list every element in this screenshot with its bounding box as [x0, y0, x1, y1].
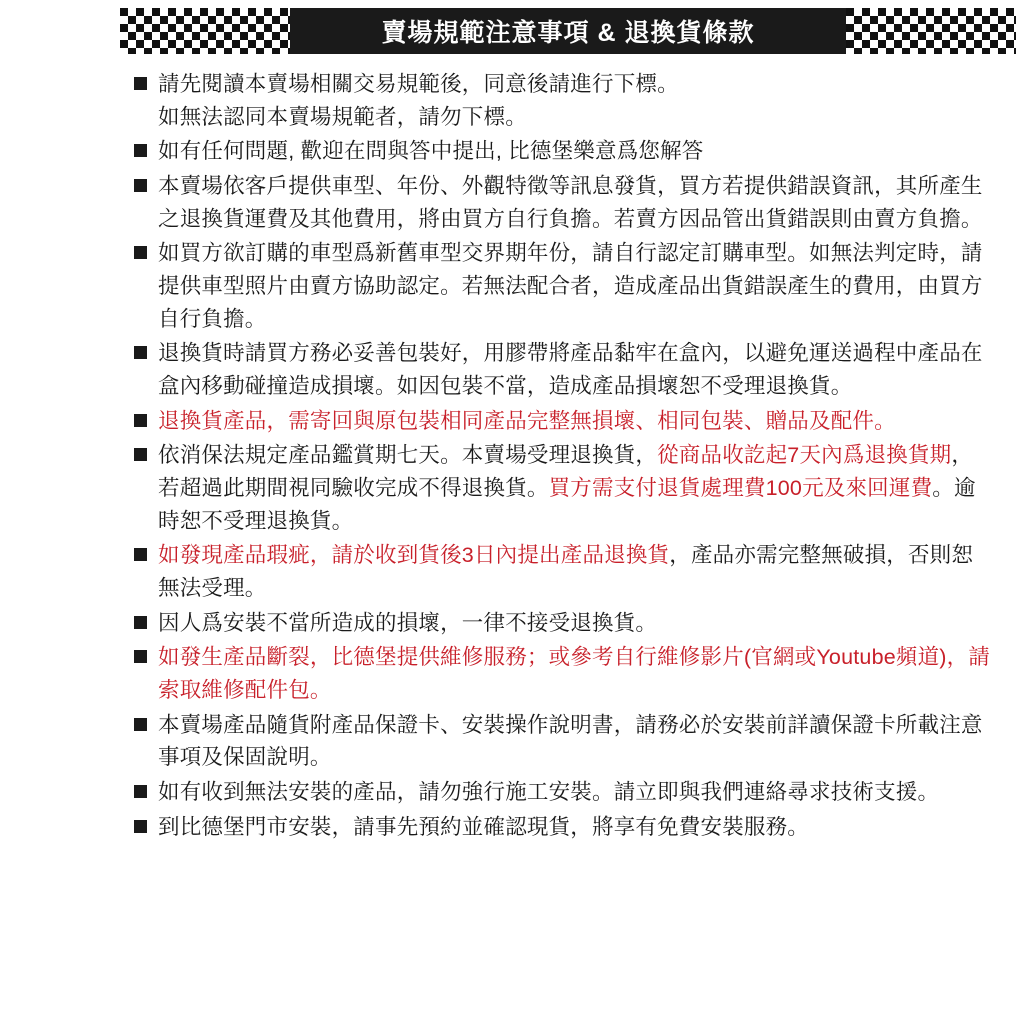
- square-bullet-icon: [134, 820, 147, 833]
- square-bullet-icon: [134, 246, 147, 259]
- notice-text: 本賣場產品隨貨附產品保證卡、安裝操作說明書，請務必於安裝前詳讀保證卡所載注意事項及保固說明。: [158, 712, 983, 770]
- notice-text: 請先閱讀本賣場相關交易規範後，同意後請進行下標。: [158, 72, 679, 96]
- square-bullet-icon: [134, 179, 147, 192]
- notice-text: 如發現產品瑕疵，請於收到貨後3日內提出產品退換貨: [158, 543, 670, 568]
- notice-item: [134, 405, 994, 438]
- square-bullet-icon: [134, 144, 147, 157]
- square-bullet-icon: [134, 548, 147, 561]
- notice-text: 如有任何問題, 歡迎在問與答中提出, 比德堡樂意爲您解答: [158, 139, 704, 164]
- page-title: 賣場規範注意事項 & 退換貨條款: [368, 13, 769, 49]
- square-bullet-icon: [134, 718, 147, 731]
- notice-item: [134, 237, 994, 335]
- square-bullet-icon: [134, 346, 147, 359]
- notice-item: [134, 607, 994, 640]
- notice-item: [134, 170, 994, 235]
- notice-text: ，產品亦需完整無破損，否則恕無法受理。: [158, 543, 974, 601]
- notice-text: 買方需支付退貨處理費100元及來回運費: [548, 476, 933, 501]
- notice-item: [134, 811, 994, 844]
- notice-text: 。逾時恕不受理退換貨。: [158, 476, 976, 533]
- checker-pattern-right: [846, 8, 1016, 54]
- square-bullet-icon: [134, 616, 147, 629]
- notice-item: [134, 68, 994, 133]
- square-bullet-icon: [134, 785, 147, 798]
- notice-text: 本賣場依客戶提供車型、年份、外觀特徵等訊息發貨，買方若提供錯誤資訊，其所產生之退換貨運費及其他費用，將由買方自行負擔。若賣方因品管出貨錯誤則由賣方負擔。: [158, 174, 983, 231]
- checker-pattern-left: [120, 8, 290, 54]
- square-bullet-icon: [134, 414, 147, 427]
- page-header-banner: [120, 8, 1016, 54]
- notice-item: [134, 641, 994, 706]
- notice-text: 如有收到無法安裝的產品，請勿強行施工安裝。請立即與我們連絡尋求技術支援。: [158, 780, 940, 805]
- notice-item: [134, 439, 994, 537]
- notice-item: [134, 337, 994, 402]
- notice-item: [134, 776, 994, 809]
- notice-item: [134, 135, 994, 168]
- notice-text: 如買方欲訂購的車型爲新舊車型交界期年份，請自行認定訂購車型。如無法判定時，請提供車型照片由賣方協助認定。若無法配合者，造成產品出貨錯誤產生的費用，由買方自行負擔。: [158, 241, 983, 331]
- notice-text: ，若超過此期間視同驗收完成不得退換貨。: [158, 443, 974, 501]
- notice-item: [134, 709, 994, 774]
- notice-text: 因人爲安裝不當所造成的損壞，一律不接受退換貨。: [158, 610, 658, 635]
- notice-text: 從商品收訖起7天內爲退換貨期: [657, 443, 952, 468]
- notice-text: 退換貨時請買方務必妥善包裝好，用膠帶將產品黏牢在盒內，以避免運送過程中產品在盒內移動碰撞造成損壞。如因包裝不當，造成產品損壞恕不受理退換貨。: [158, 341, 983, 399]
- square-bullet-icon: [134, 650, 147, 663]
- notice-text: 如發生產品斷裂，比德堡提供維修服務；或參考自行維修影片(官網或Youtube頻道)，請索取維修配件包。: [158, 645, 991, 703]
- notice-text: 如無法認同本賣場規範者，請勿下標。: [158, 104, 527, 129]
- square-bullet-icon: [134, 448, 147, 461]
- notice-text: 退換貨產品，需寄回與原包裝相同產品完整無損壞、相同包裝、贈品及配件。: [158, 408, 896, 433]
- notice-list: [0, 54, 1024, 843]
- notice-item: [134, 539, 994, 604]
- notice-text: 到比德堡門市安裝，請事先預約並確認現貨，將享有免費安裝服務。: [158, 814, 810, 839]
- square-bullet-icon: [134, 77, 147, 90]
- notice-text: 依消保法規定產品鑑賞期七天。本賣場受理退換貨，: [158, 443, 658, 468]
- notice-page: [0, 8, 1024, 1032]
